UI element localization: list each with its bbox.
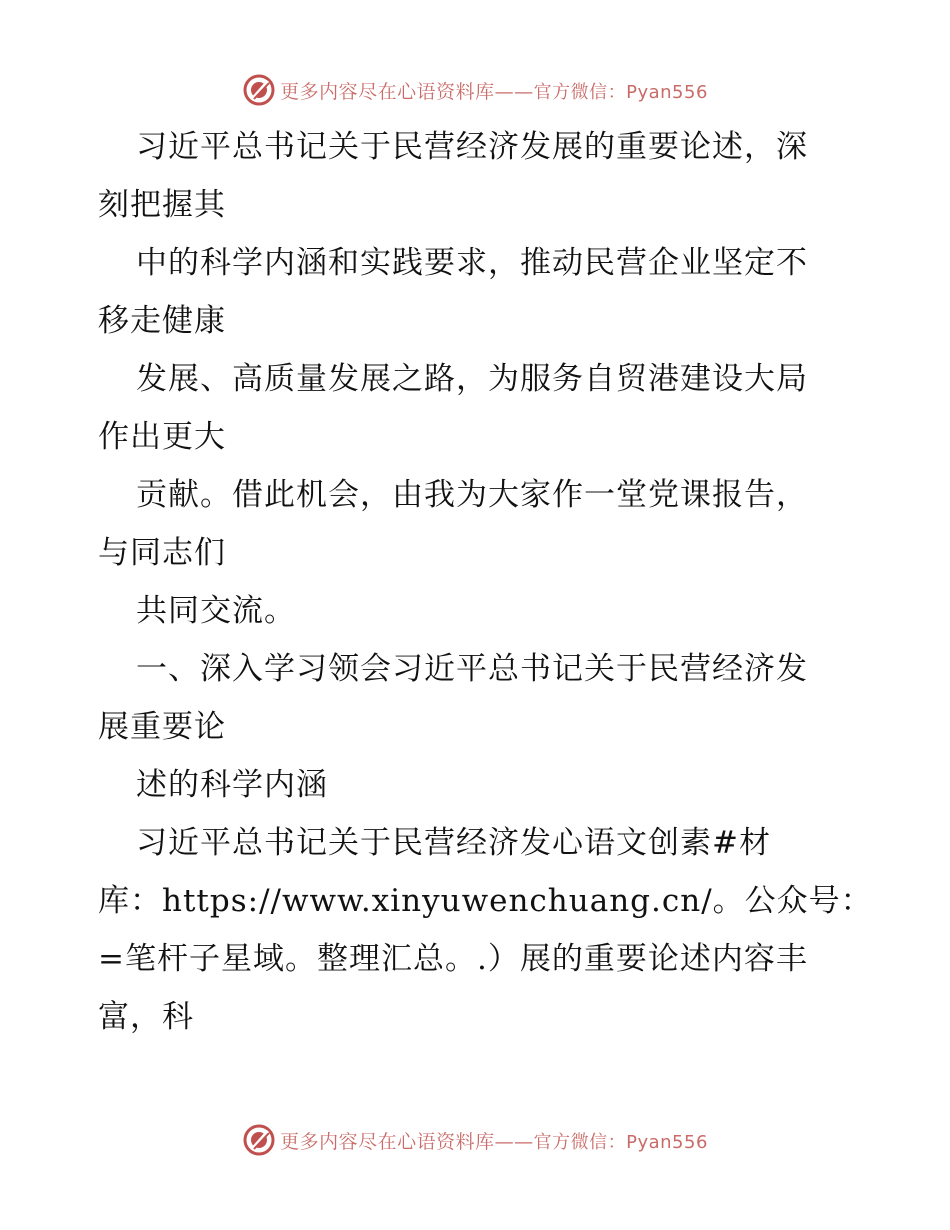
banner-title: 更多内容尽在心语资料库 <box>280 80 495 103</box>
banner-separator: —— <box>494 1130 534 1153</box>
text-line: 中的科学内涵和实践要求，推动民营企业坚定不 <box>136 245 808 281</box>
footer-banner <box>0 1120 950 1160</box>
text-line: 刻把握其 <box>98 187 226 223</box>
text-line: 与同志们 <box>98 535 226 571</box>
text-line: 库：https://www.xinyuwenchuang.cn/。公众号： <box>98 883 873 919</box>
section-heading: 展重要论 <box>98 709 226 745</box>
text-line: 贡献。借此机会，由我为大家作一堂党课报告， <box>136 477 808 513</box>
text-line: 作出更大 <box>98 419 226 455</box>
section-heading: 述的科学内涵 <box>136 767 328 803</box>
document-body <box>98 118 873 1046</box>
text-line: 习近平总书记关于民营经济发心语文创素#材 <box>136 825 771 861</box>
text-line: =笔杆子星域。整理汇总。.）展的重要论述内容丰 <box>98 941 808 977</box>
banner-title: 更多内容尽在心语资料库 <box>280 1130 495 1153</box>
header-banner <box>0 70 950 110</box>
text-line: 发展、高质量发展之路，为服务自贸港建设大局 <box>136 361 808 397</box>
banner-wechat: 官方微信：Pyan556 <box>533 1131 708 1153</box>
logo-icon <box>242 1123 276 1157</box>
text-line: 移走健康 <box>98 303 226 339</box>
banner-wechat: 官方微信：Pyan556 <box>533 81 708 103</box>
section-heading: 一、深入学习领会习近平总书记关于民营经济发 <box>136 651 808 687</box>
text-line: 习近平总书记关于民营经济发展的重要论述，深 <box>136 129 808 165</box>
logo-icon <box>242 73 276 107</box>
text-line: 富，科 <box>98 999 194 1035</box>
banner-separator: —— <box>494 80 534 103</box>
banner-text <box>280 77 708 104</box>
text-line: 共同交流。 <box>136 593 296 629</box>
banner-text <box>280 1127 708 1154</box>
